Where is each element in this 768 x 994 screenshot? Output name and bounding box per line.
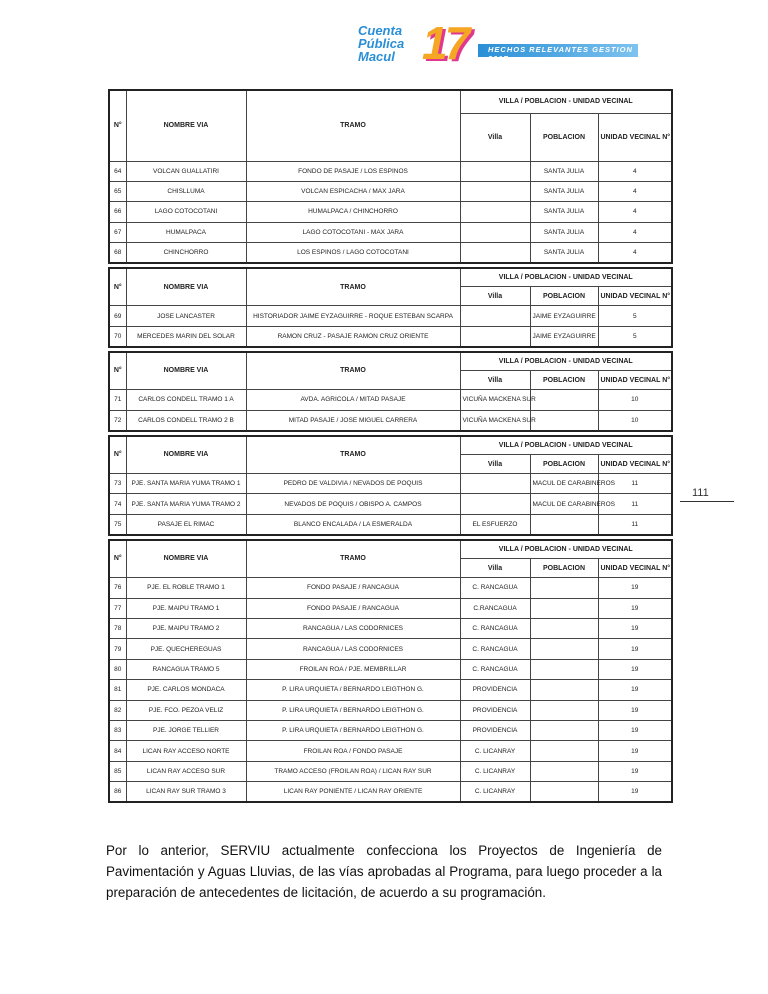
row-poblacion: JAIME EYZAGUIRRE <box>530 326 598 346</box>
row-tramo: BLANCO ENCALADA / LA ESMERALDA <box>246 514 460 534</box>
row-number: 75 <box>109 514 126 534</box>
row-tramo: LICAN RAY PONIENTE / LICAN RAY ORIENTE <box>246 782 460 802</box>
header-group: VILLA / POBLACION - UNIDAD VECINAL <box>460 436 672 455</box>
row-nombre-via: JOSE LANCASTER <box>126 306 246 326</box>
table-row <box>109 181 672 201</box>
row-tramo: AVDA. AGRICOLA / MITAD PASAJE <box>246 390 460 410</box>
row-number: 66 <box>109 202 126 222</box>
table-row <box>109 494 672 514</box>
row-villa: C. LICANRAY <box>460 741 530 761</box>
table-row <box>109 639 672 659</box>
row-tramo: P. LIRA URQUIETA / BERNARDO LEIGTHON G. <box>246 680 460 700</box>
row-nombre-via: PJE. MAIPU TRAMO 1 <box>126 598 246 618</box>
row-unidad-vecinal: 19 <box>598 700 672 720</box>
row-poblacion: SANTA JULIA <box>530 222 598 242</box>
header-villa: Villa <box>460 371 530 390</box>
table-row <box>109 474 672 494</box>
header-tramo: TRAMO <box>246 268 460 306</box>
row-unidad-vecinal: 10 <box>598 390 672 410</box>
row-poblacion <box>530 659 598 679</box>
header-tramo: TRAMO <box>246 90 460 161</box>
logo-line-2: Pública <box>358 36 405 51</box>
row-number: 74 <box>109 494 126 514</box>
row-nombre-via: PJE. SANTA MARIA YUMA TRAMO 1 <box>126 474 246 494</box>
road-table <box>108 89 673 264</box>
header-number: N° <box>109 90 126 161</box>
header-group: VILLA / POBLACION - UNIDAD VECINAL <box>460 268 672 287</box>
logo-line-1: Cuenta <box>358 23 403 38</box>
row-nombre-via: VOLCAN GUALLATIRI <box>126 161 246 181</box>
row-villa: C. RANCAGUA <box>460 578 530 598</box>
row-number: 70 <box>109 326 126 346</box>
row-unidad-vecinal: 11 <box>598 474 672 494</box>
row-tramo: FONDO PASAJE / RANCAGUA <box>246 598 460 618</box>
table-row <box>109 659 672 679</box>
header-number: N° <box>109 540 126 578</box>
header-number: N° <box>109 352 126 390</box>
table-row <box>109 243 672 263</box>
row-villa: VICUÑA MACKENA SUR <box>460 410 530 430</box>
table-row <box>109 306 672 326</box>
row-unidad-vecinal: 10 <box>598 410 672 430</box>
row-unidad-vecinal: 4 <box>598 222 672 242</box>
header-villa: Villa <box>460 287 530 306</box>
logo-band-text: HECHOS RELEVANTES GESTION 2017 <box>488 45 633 63</box>
row-nombre-via: PJE. MAIPU TRAMO 2 <box>126 618 246 638</box>
row-poblacion: SANTA JULIA <box>530 243 598 263</box>
row-unidad-vecinal: 4 <box>598 161 672 181</box>
logo-wordmark <box>358 24 404 63</box>
row-tramo: HUMALPACA / CHINCHORRO <box>246 202 460 222</box>
header-number: N° <box>109 268 126 306</box>
row-number: 82 <box>109 700 126 720</box>
row-tramo: TRAMO ACCESO (FROILAN ROA) / LICAN RAY SUR <box>246 761 460 781</box>
table-row <box>109 680 672 700</box>
row-villa: PROVIDENCIA <box>460 720 530 740</box>
row-tramo: FROILAN ROA / PJE. MEMBRILLAR <box>246 659 460 679</box>
row-unidad-vecinal: 11 <box>598 494 672 514</box>
road-tables <box>108 89 671 806</box>
row-nombre-via: PJE. EL ROBLE TRAMO 1 <box>126 578 246 598</box>
row-nombre-via: LICAN RAY ACCESO SUR <box>126 761 246 781</box>
row-number: 69 <box>109 306 126 326</box>
row-number: 81 <box>109 680 126 700</box>
row-unidad-vecinal: 19 <box>598 680 672 700</box>
row-nombre-via: CARLOS CONDELL TRAMO 1 A <box>126 390 246 410</box>
row-unidad-vecinal: 19 <box>598 761 672 781</box>
table-row <box>109 202 672 222</box>
table-row <box>109 700 672 720</box>
row-poblacion <box>530 639 598 659</box>
row-poblacion <box>530 700 598 720</box>
table-row <box>109 761 672 781</box>
row-poblacion <box>530 618 598 638</box>
row-nombre-via: PASAJE EL RIMAC <box>126 514 246 534</box>
row-number: 67 <box>109 222 126 242</box>
header-unidad-vecinal: UNIDAD VECINAL N° <box>598 287 672 306</box>
row-nombre-via: CARLOS CONDELL TRAMO 2 B <box>126 410 246 430</box>
row-unidad-vecinal: 19 <box>598 782 672 802</box>
page-number: 111 <box>692 487 709 499</box>
row-villa: C. RANCAGUA <box>460 618 530 638</box>
row-nombre-via: LICAN RAY SUR TRAMO 3 <box>126 782 246 802</box>
row-nombre-via: LAGO COTOCOTANI <box>126 202 246 222</box>
row-poblacion <box>530 410 598 430</box>
row-poblacion <box>530 761 598 781</box>
page-number-rule <box>680 501 734 502</box>
header-unidad-vecinal: UNIDAD VECINAL N° <box>598 455 672 474</box>
closing-paragraph: Por lo anterior, SERVIU actualmente confecciona los Proyectos de Ingeniería de Pavimentación y Aguas Lluvias, de las vías aprobadas al Programa, para luego proceder a la preparación de antecedentes de licitación, de acuerdo a su programación. <box>106 843 662 901</box>
table-row <box>109 578 672 598</box>
row-villa: VICUÑA MACKENA SUR <box>460 390 530 410</box>
row-poblacion: SANTA JULIA <box>530 181 598 201</box>
row-tramo: HISTORIADOR JAIME EYZAGUIRRE - ROQUE ESTEBAN SCARPA <box>246 306 460 326</box>
row-number: 68 <box>109 243 126 263</box>
row-villa <box>460 202 530 222</box>
row-poblacion <box>530 514 598 534</box>
table-row <box>109 390 672 410</box>
row-villa: C. LICANRAY <box>460 761 530 781</box>
header-tramo: TRAMO <box>246 540 460 578</box>
row-nombre-via: MERCEDES MARIN DEL SOLAR <box>126 326 246 346</box>
header-nombre-via: NOMBRE VIA <box>126 352 246 390</box>
header-villa: Villa <box>460 455 530 474</box>
row-villa: C.RANCAGUA <box>460 598 530 618</box>
row-poblacion: SANTA JULIA <box>530 161 598 181</box>
table-row <box>109 514 672 534</box>
row-number: 77 <box>109 598 126 618</box>
header-unidad-vecinal: UNIDAD VECINAL N° <box>598 371 672 390</box>
row-unidad-vecinal: 19 <box>598 578 672 598</box>
row-poblacion: MACUL DE CARABINEROS <box>530 494 598 514</box>
header-unidad-vecinal: UNIDAD VECINAL N° <box>598 559 672 578</box>
row-nombre-via: PJE. CARLOS MONDACA <box>126 680 246 700</box>
row-unidad-vecinal: 19 <box>598 659 672 679</box>
row-tramo: LAGO COTOCOTANI - MAX JARA <box>246 222 460 242</box>
road-table <box>108 267 673 348</box>
row-tramo: P. LIRA URQUIETA / BERNARDO LEIGTHON G. <box>246 700 460 720</box>
row-nombre-via: PJE. JORGE TELLIER <box>126 720 246 740</box>
row-nombre-via: PJE. FCO. PEZOA VELIZ <box>126 700 246 720</box>
row-tramo: LOS ESPINOS / LAGO COTOCOTANI <box>246 243 460 263</box>
row-tramo: RANCAGUA / LAS CODORNICES <box>246 618 460 638</box>
row-unidad-vecinal: 19 <box>598 639 672 659</box>
row-villa <box>460 326 530 346</box>
table-row <box>109 598 672 618</box>
header-nombre-via: NOMBRE VIA <box>126 540 246 578</box>
row-villa <box>460 181 530 201</box>
cuenta-publica-logo <box>352 17 642 72</box>
row-number: 79 <box>109 639 126 659</box>
row-tramo: FONDO PASAJE / RANCAGUA <box>246 578 460 598</box>
header-poblacion: POBLACION <box>530 113 598 161</box>
table-row <box>109 741 672 761</box>
row-tramo: RANCAGUA / LAS CODORNICES <box>246 639 460 659</box>
row-tramo: P. LIRA URQUIETA / BERNARDO LEIGTHON G. <box>246 720 460 740</box>
logo-line-3: Macul <box>358 49 395 64</box>
row-unidad-vecinal: 4 <box>598 243 672 263</box>
row-number: 71 <box>109 390 126 410</box>
row-tramo: RAMON CRUZ - PASAJE RAMON CRUZ ORIENTE <box>246 326 460 346</box>
table-row <box>109 618 672 638</box>
row-villa: PROVIDENCIA <box>460 680 530 700</box>
row-poblacion <box>530 598 598 618</box>
row-number: 72 <box>109 410 126 430</box>
row-number: 65 <box>109 181 126 201</box>
header-nombre-via: NOMBRE VIA <box>126 436 246 474</box>
logo-number: 17 <box>422 17 468 69</box>
header-number: N° <box>109 436 126 474</box>
row-poblacion <box>530 680 598 700</box>
header-tramo: TRAMO <box>246 436 460 474</box>
header-unidad-vecinal: UNIDAD VECINAL N° <box>598 113 672 161</box>
row-tramo: VOLCAN ESPICACHA / MAX JARA <box>246 181 460 201</box>
row-villa <box>460 222 530 242</box>
row-villa <box>460 494 530 514</box>
row-villa <box>460 161 530 181</box>
row-number: 76 <box>109 578 126 598</box>
row-villa: PROVIDENCIA <box>460 700 530 720</box>
row-poblacion: JAIME EYZAGUIRRE <box>530 306 598 326</box>
table-row <box>109 326 672 346</box>
table-row <box>109 161 672 181</box>
row-number: 84 <box>109 741 126 761</box>
row-unidad-vecinal: 11 <box>598 514 672 534</box>
row-unidad-vecinal: 19 <box>598 741 672 761</box>
row-tramo: FONDO DE PASAJE / LOS ESPINOS <box>246 161 460 181</box>
row-nombre-via: LICAN RAY ACCESO NORTE <box>126 741 246 761</box>
table-row <box>109 410 672 430</box>
road-table <box>108 539 673 803</box>
header-group: VILLA / POBLACION - UNIDAD VECINAL <box>460 90 672 113</box>
row-nombre-via: RANCAGUA TRAMO 5 <box>126 659 246 679</box>
row-number: 64 <box>109 161 126 181</box>
row-villa <box>460 243 530 263</box>
header-poblacion: POBLACION <box>530 371 598 390</box>
header-poblacion: POBLACION <box>530 287 598 306</box>
row-number: 78 <box>109 618 126 638</box>
table-row <box>109 720 672 740</box>
row-unidad-vecinal: 19 <box>598 618 672 638</box>
row-number: 83 <box>109 720 126 740</box>
row-poblacion <box>530 741 598 761</box>
row-number: 85 <box>109 761 126 781</box>
row-villa <box>460 474 530 494</box>
table-row <box>109 782 672 802</box>
row-unidad-vecinal: 19 <box>598 720 672 740</box>
row-nombre-via: HUMALPACA <box>126 222 246 242</box>
header-tramo: TRAMO <box>246 352 460 390</box>
row-villa: C. RANCAGUA <box>460 639 530 659</box>
row-poblacion <box>530 720 598 740</box>
row-poblacion: MACUL DE CARABINEROS <box>530 474 598 494</box>
header-villa: Villa <box>460 113 530 161</box>
row-poblacion: SANTA JULIA <box>530 202 598 222</box>
row-tramo: PEDRO DE VALDIVIA / NEVADOS DE POQUIS <box>246 474 460 494</box>
row-villa: EL ESFUERZO <box>460 514 530 534</box>
header-group: VILLA / POBLACION - UNIDAD VECINAL <box>460 352 672 371</box>
row-number: 73 <box>109 474 126 494</box>
row-unidad-vecinal: 5 <box>598 306 672 326</box>
row-villa: C. RANCAGUA <box>460 659 530 679</box>
header-poblacion: POBLACION <box>530 559 598 578</box>
header-group: VILLA / POBLACION - UNIDAD VECINAL <box>460 540 672 559</box>
header-nombre-via: NOMBRE VIA <box>126 268 246 306</box>
row-villa <box>460 306 530 326</box>
header-nombre-via: NOMBRE VIA <box>126 90 246 161</box>
road-table <box>108 351 673 432</box>
row-unidad-vecinal: 19 <box>598 598 672 618</box>
row-unidad-vecinal: 4 <box>598 181 672 201</box>
header-villa: Villa <box>460 559 530 578</box>
row-tramo: MITAD PASAJE / JOSE MIGUEL CARRERA <box>246 410 460 430</box>
row-poblacion <box>530 578 598 598</box>
row-tramo: FROILAN ROA / FONDO PASAJE <box>246 741 460 761</box>
row-nombre-via: CHINCHORRO <box>126 243 246 263</box>
row-number: 80 <box>109 659 126 679</box>
row-poblacion <box>530 782 598 802</box>
row-number: 86 <box>109 782 126 802</box>
row-poblacion <box>530 390 598 410</box>
header-poblacion: POBLACION <box>530 455 598 474</box>
row-unidad-vecinal: 5 <box>598 326 672 346</box>
road-table <box>108 435 673 536</box>
row-nombre-via: CHISLLUMA <box>126 181 246 201</box>
row-nombre-via: PJE. SANTA MARIA YUMA TRAMO 2 <box>126 494 246 514</box>
row-unidad-vecinal: 4 <box>598 202 672 222</box>
row-tramo: NEVADOS DE POQUIS / OBISPO A. CAMPOS <box>246 494 460 514</box>
row-nombre-via: PJE. QUECHEREGUAS <box>126 639 246 659</box>
table-row <box>109 222 672 242</box>
row-villa: C. LICANRAY <box>460 782 530 802</box>
